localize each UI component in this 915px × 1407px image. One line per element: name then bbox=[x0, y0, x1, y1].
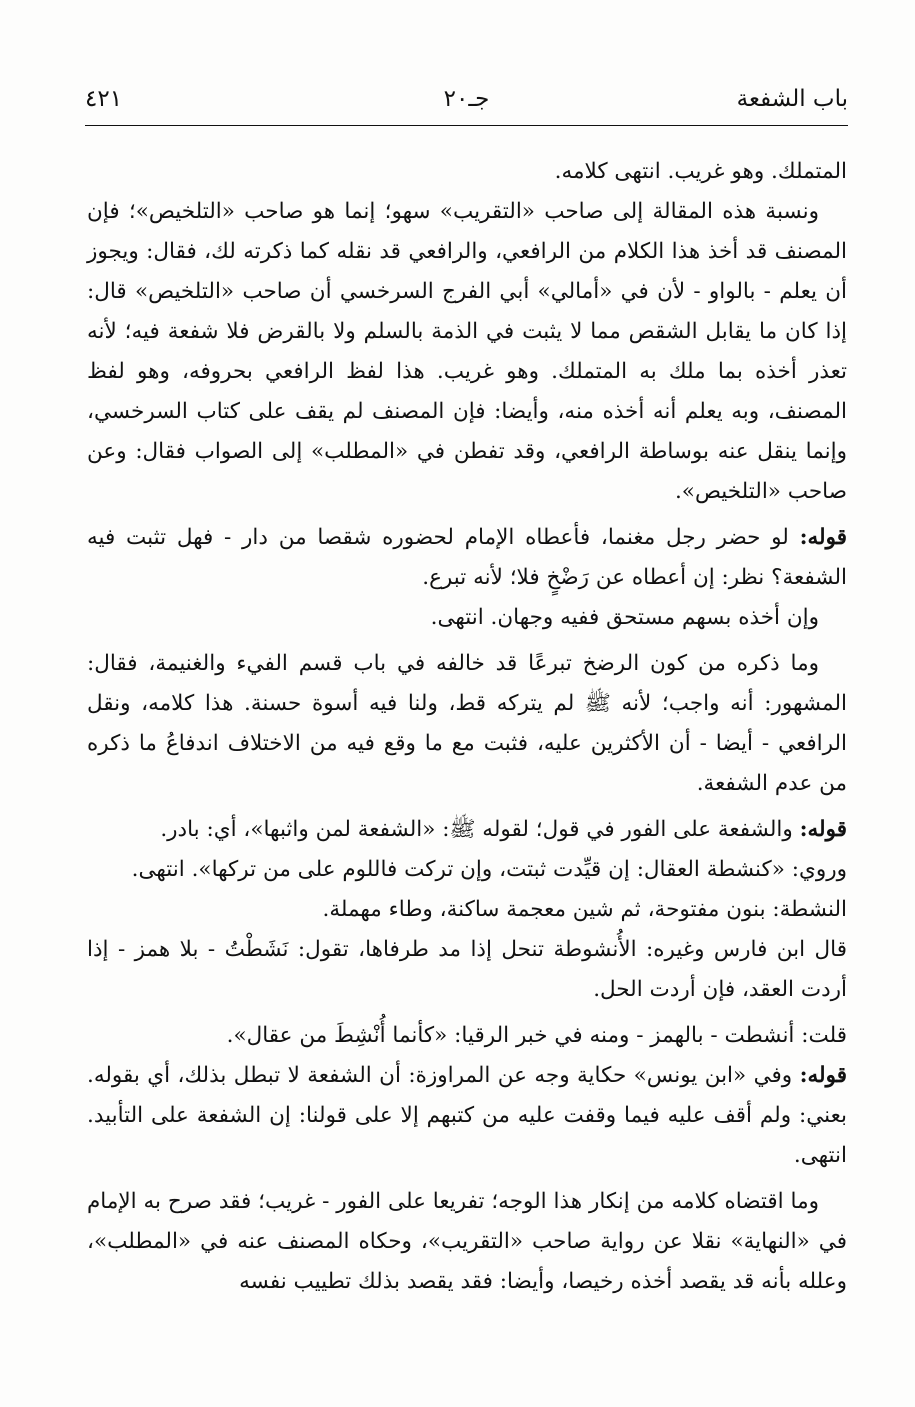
paragraph-text: النشطة: بنون مفتوحة، ثم شين معجمة ساكنة، وطاء مهملة. bbox=[322, 897, 847, 922]
paragraph-8 bbox=[87, 890, 847, 930]
chapter-title: باب الشفعة bbox=[736, 86, 848, 112]
paragraph-text: قلت: أنشطت - بالهمز - ومنه في خبر الرقيا: «كأنما أُنْشِطَ من عقال». bbox=[226, 1023, 847, 1048]
paragraph-1 bbox=[87, 152, 847, 192]
paragraph-text: قال ابن فارس وغيره: الأُنشوطة تنحل إذا مد طرفاها، تقول: نَشَطْتُ - بلا همز - إذا أردت العقد، فإن أردت الحل. bbox=[87, 937, 847, 1002]
paragraph-6 bbox=[87, 810, 847, 850]
paragraph-5 bbox=[87, 644, 847, 804]
page-number: ٤٢١ bbox=[85, 86, 123, 112]
lemma-label: قوله: bbox=[799, 1063, 847, 1088]
paragraph-3 bbox=[87, 518, 847, 598]
paragraph-12 bbox=[87, 1182, 847, 1302]
header-divider bbox=[85, 125, 848, 126]
paragraph-10 bbox=[87, 1016, 847, 1056]
paragraph-text: وروي: «كنشطة العقال: إن قيِّدت ثبتت، وإن تركت فاللوم على من تركها». انتهى. bbox=[131, 857, 847, 882]
paragraph-11 bbox=[87, 1056, 847, 1176]
paragraph-text: وما ذكره من كون الرضخ تبرعًا قد خالفه في باب قسم الفيء والغنيمة، فقال: المشهور: أنه واجب؛ لأنه ﷺ لم يتركه قط، ولنا فيه أسوة حسنة. هذا كلامه، ونقل الرافعي - أيضا - أن الأكثرين عليه، فثبت مع ما وقع فيه من الاختلاف اندفاعُ ما ذكره من عدم الشفعة. bbox=[87, 651, 847, 796]
paragraph-2 bbox=[87, 192, 847, 512]
running-header bbox=[85, 84, 848, 122]
volume-label: جـ٢٠ bbox=[443, 86, 490, 112]
paragraph-text: لو حضر رجل مغنما، فأعطاه الإمام لحضوره شقصا من دار - فهل تثبت فيه الشفعة؟ نظر: إن أعطاه عن رَضْخٍ فلا؛ لأنه تبرع. bbox=[87, 525, 847, 590]
lemma-label: قوله: bbox=[799, 817, 847, 842]
lemma-label: قوله: bbox=[799, 525, 847, 550]
paragraph-4 bbox=[87, 598, 847, 638]
paragraph-7 bbox=[87, 850, 847, 890]
paragraph-9 bbox=[87, 930, 847, 1010]
paragraph-text: وفي «ابن يونس» حكاية وجه عن المراوزة: أن الشفعة لا تبطل بذلك، أي بقوله. بعني: ولم أقف عليه فيما وقفت عليه من كتبهم إلا على قولنا: إن الشفعة على التأبيد. انتهى. bbox=[87, 1063, 847, 1168]
paragraph-text: وما اقتضاه كلامه من إنكار هذا الوجه؛ تفريعا على الفور - غريب؛ فقد صرح به الإمام في «النهاية» نقلا عن رواية صاحب «التقريب»، وحكاه المصنف عنه في «المطلب»، وعلله بأنه قد يقصد أخذه رخيصا، وأيضا: فقد يقصد بذلك تطييب نفسه bbox=[87, 1189, 847, 1294]
paragraph-text: المتملك. وهو غريب. انتهى كلامه. bbox=[554, 159, 847, 184]
page-body bbox=[87, 152, 847, 1302]
paragraph-text: وإن أخذه بسهم مستحق ففيه وجهان. انتهى. bbox=[430, 605, 819, 630]
paragraph-text: ونسبة هذه المقالة إلى صاحب «التقريب» سهو؛ إنما هو صاحب «التلخيص»؛ فإن المصنف قد أخذ هذا الكلام من الرافعي، والرافعي قد نقله كما ذكرته لك، فقال: ويجوز أن يعلم - بالواو - لأن في «أمالي» أبي الفرج السرخسي أن صاحب «التلخيص» قال: إذا كان ما يقابل الشقص مما لا يثبت في الذمة بالسلم ولا بالقرض فلا شفعة فيه؛ لأنه تعذر أخذه بما ملك به المتملك. وهو غريب. هذا لفظ الرافعي بحروفه، وهو لفظ المصنف، وبه يعلم أنه أخذه منه، وأيضا: فإن المصنف لم يقف على كتاب السرخسي، وإنما ينقل عنه بوساطة الرافعي، وقد تفطن في «المطلب» إلى الصواب فقال: وعن صاحب «التلخيص». bbox=[87, 199, 847, 504]
paragraph-text: والشفعة على الفور في قول؛ لقوله ﷺ: «الشفعة لمن واثبها»، أي: بادر. bbox=[160, 817, 793, 842]
